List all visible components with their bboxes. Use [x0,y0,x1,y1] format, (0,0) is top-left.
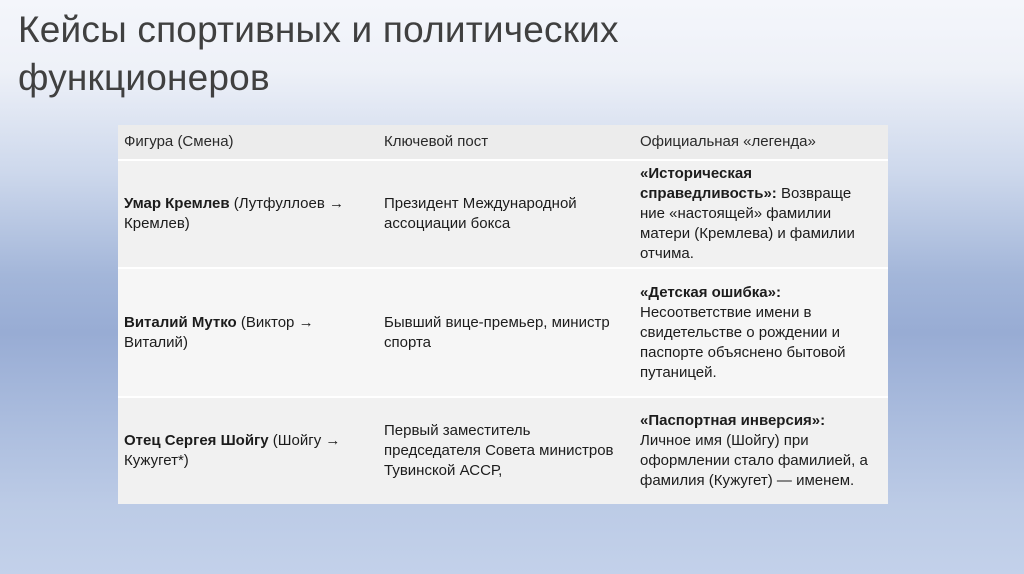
legend-text: Возвраще ние «настоящей» фамилии матери (Кремлева) и фамилии отчима. [640,185,855,262]
cell-figure [118,397,375,504]
cell-post: Президент Международной ассоциации бокса [384,195,577,232]
legend-text: Несоответствие имени в свидетельстве о рождении и паспорте объяснено бытовой путаницей. [640,303,846,381]
figure-change: (Лутфуллоев → Кремлев) [124,195,344,232]
cases-table [118,125,888,504]
table-row [118,268,888,397]
legend-title: «Паспортная инверсия»: [640,412,826,429]
cell-legend [631,160,888,268]
table-row [118,160,888,268]
cell-figure [118,160,375,268]
legend-title: «Детская ошибка»: [640,283,781,301]
header-figure: Фигура (Смена) [118,125,375,160]
figure-change: (Шойгу → Кужугет*) [124,432,341,469]
table-row [118,397,888,504]
figure-change: (Виктор → Виталий) [124,313,314,351]
legend-title: «Историческая справедливость»: [640,165,777,202]
cell-post: Первый заместитель председателя Совета министров Тувинской АССР, [384,422,614,479]
cell-legend [631,397,888,504]
header-post: Ключевой пост [375,125,631,160]
cell-post: Бывший вице-премьер, министр спорта [384,313,610,351]
figure-name: Виталий Мутко [124,313,237,331]
header-legend: Официальная «легенда» [631,125,888,160]
figure-name: Отец Сергея Шойгу [124,432,269,449]
slide-title: Кейсы спортивных и политических функционеров [18,9,619,98]
figure-name: Умар Кремлев [124,195,230,212]
table-header-row [118,125,888,160]
cell-figure [118,268,375,397]
cell-legend [631,268,888,397]
legend-text: Личное имя (Шойгу) при оформлении стало фамилией, а фамилия (Кужугет) — именем. [640,432,868,489]
cases-table-container [118,125,888,504]
